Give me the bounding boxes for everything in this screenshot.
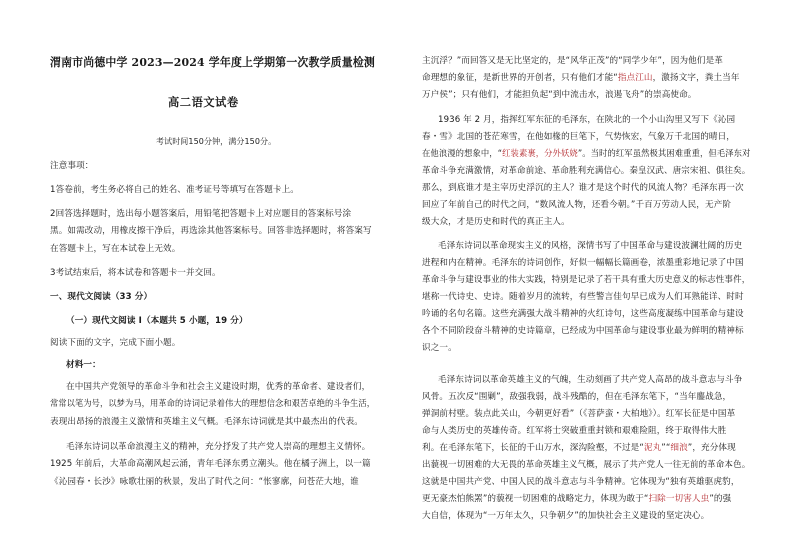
- exam-subtitle: 高二语文试卷: [168, 95, 239, 109]
- r3-line-1: 毛泽东诗词以革命现实主义的风格，深情书写了中国革命与建设波澜壮阔的历史: [438, 241, 743, 251]
- paragraph-1-line-2: 常常以笔为号，以梦为马，用革命的诗词记录着伟大的理想信念和艰苦卓绝的斗争生活，: [50, 399, 376, 409]
- exam-info: 考试时间150分钟，满分150分。: [156, 137, 277, 146]
- r2-line-2: 春・雪》北国的苍茫寒雪，在他如椽的巨笔下，气势恢宏，气象万千北国的晴日，: [422, 132, 735, 142]
- paragraph-2-line-2: 1925 年前后，大革命高潮风起云涌，青年毛泽东勇立潮头。他在橘子洲上，以一篇: [50, 459, 371, 469]
- material-label: 材料一：: [66, 360, 101, 370]
- r3-line-5: 吟诵的名句名篇。这些充满强大战斗精神的火红诗句，这些高度凝练中国革命与建设: [422, 309, 744, 319]
- r2-line-5: 那么，到底谁才是主宰历史浮沉的主人？谁才是这个时代的风流人物？毛泽东再一次: [422, 183, 744, 193]
- r4-line-6: 出藐视一切困难的大无畏的革命英雄主义气概，展示了共产党人一往无前的革命本色。: [422, 460, 751, 470]
- r4-line-5: 利。在毛泽东笔下，长征的千山万水，深沟险壑，不过是“泥丸”“细浪”，充分体现: [422, 443, 736, 453]
- sub-section-heading: （一）现代文阅读 I（本题共 5 小题，19 分）: [66, 316, 248, 326]
- reading-instruction: 阅读下面的文字，完成下面小题。: [50, 338, 181, 348]
- r4-line-9: 大自信，体现为“一万年太久，只争朝夕”的加快社会主义建设的坚定决心。: [422, 511, 710, 521]
- r4-line-4: 命与人类历史的英雄传奇。红军将士突破重重封锁和艰难险阻，终于取得伟大胜: [422, 426, 727, 436]
- paragraph-2-line-3: 《沁园春・长沙》咏歌壮丽的秋景，发出了时代之问：“怅寥廓，问苍茫大地，谁: [50, 477, 359, 487]
- r4-line-3: 弹洞前村壁。装点此关山，今朝更好看”（《菩萨蛮・大柏地》）。红军长征是中国革: [422, 409, 736, 419]
- r1-line-3: 万户侯”；只有他们，才能担负起“到中流击水，浪遏飞舟”的崇高使命。: [422, 90, 697, 100]
- r2-line-3: 在他浪漫的想象中，“红装素裹，分外妖娆”。当时的红军虽然极其困难重重，但毛泽东对: [422, 149, 751, 159]
- quoted-phrase: 泥丸: [643, 443, 662, 453]
- section-heading: 一、现代文阅读（33 分）: [50, 292, 153, 302]
- r4-line-1: 毛泽东诗词以革命英雄主义的气魄，生动刻画了共产党人高昂的战斗意志与斗争: [438, 375, 743, 385]
- r4-line-7: 这就是中国共产党、中国人民的战斗意志与斗争精神。它体现为“独有英雄驱虎豹，: [422, 477, 740, 487]
- r3-line-3: 革命斗争与建设事业的伟大实践，特别是记录了若干具有重大历史意义的标志性事件，: [422, 275, 751, 285]
- r2-line-1: 1936 年 2 月，指挥红军东征的毛泽东，在陕北的一个小山沟里又写下《沁园: [438, 115, 736, 125]
- paragraph-2-line-1: 毛泽东诗词以革命浪漫主义的精神，充分抒发了共产党人崇高的理想主义情怀。: [66, 442, 371, 452]
- notes-heading: 注意事项：: [50, 161, 94, 171]
- r2-line-7: 级大众，才是历史和时代的真正主人。: [422, 217, 570, 227]
- note-item-2-line-2: 黑。如需改动，用橡皮擦干净后，再选涂其他答案标号。回答非选择题时，将答案写: [50, 226, 372, 236]
- r2-line-6: 回应了年前自己的时代之问，“数风流人物，还看今朝。”千百万劳动人民，无产阶: [422, 200, 732, 210]
- r2-line-4: 革命斗争充满激情，对革命前途、革命胜利充满信心。秦皇汉武、唐宗宋祖、俱往矣。: [422, 166, 751, 176]
- r4-line-2: 风骨。五次反“围剿”，敌强我弱，战斗残酷的，但在毛泽东笔下，“当年鏖战急，: [422, 392, 732, 402]
- paragraph-1-line-1: 在中国共产党领导的革命斗争和社会主义建设时期，优秀的革命者、建设者们，: [66, 382, 371, 392]
- quoted-phrase: 细浪: [670, 443, 688, 453]
- quoted-phrase: 指点江山: [617, 73, 653, 83]
- r3-line-2: 进程和内在精神。毛泽东的诗词创作，好似一幅幅长篇画卷，浓墨重彩地记录了中国: [422, 258, 744, 268]
- exam-title: 渭南市尚德中学 2023—2024 学年度上学期第一次教学质量检测: [50, 55, 376, 69]
- right-column: [422, 0, 750, 544]
- r3-line-4: 堪称一代诗史、史诗。随着岁月的流转，有些警言佳句早已成为人们耳熟能详、时时: [422, 292, 744, 302]
- paragraph-1-line-3: 表现出昂扬的浪漫主义激情和英雄主义气概。毛泽东诗词就是其中最杰出的代表。: [50, 417, 363, 427]
- r3-line-6: 各个不同阶段奋斗精神的史诗篇章，已经成为中国革命与建设事业最为鲜明的精神标: [422, 326, 744, 336]
- note-item-3: 3考试结束后，将本试卷和答题卡一并交回。: [50, 268, 221, 278]
- r3-line-7: 识之一。: [422, 343, 457, 353]
- r1-line-2: 命理想的象征，是新世界的开创者，只有他们才能“指点江山，激扬文字，粪土当年: [422, 73, 740, 83]
- quoted-phrase: 红装素裹，分外妖娆: [502, 149, 578, 159]
- r1-line-1: 主沉浮？”而回答又是无比坚定的，是“风华正茂”的“同学少年”，因为他们是革: [422, 56, 723, 66]
- note-item-2-line-3: 在答题卡上，写在本试卷上无效。: [50, 244, 181, 254]
- quoted-phrase: 扫除一切害人虫: [648, 494, 710, 504]
- note-item-2-line-1: 2回答选择题时，选出每小题答案后，用铅笔把答题卡上对应题目的答案标号涂: [50, 209, 352, 219]
- note-item-1: 1答卷前，考生务必将自己的姓名、准考证号等填写在答题卡上。: [50, 185, 299, 195]
- left-column: [50, 0, 375, 544]
- r4-line-8: 更无豪杰怕熊罴”的藐视一切困难的战略定力，体现为敢于“扫除一切害人虫”的强: [422, 494, 732, 504]
